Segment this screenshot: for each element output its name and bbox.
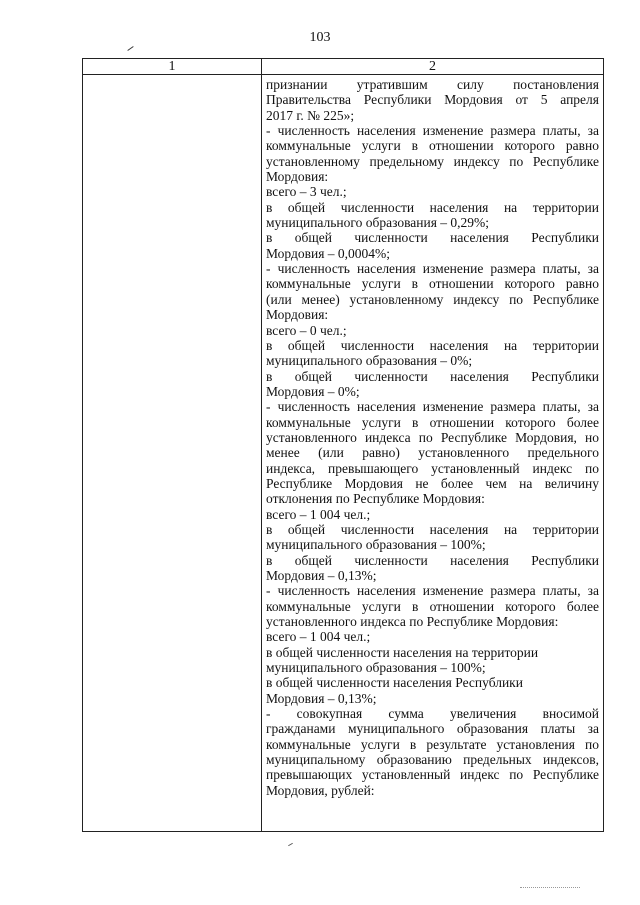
text-line: в общей численности населения Республики <box>266 675 523 691</box>
text-line: в общей численности населения на территории <box>266 199 599 215</box>
pen-mark <box>127 46 133 51</box>
text-line: Республике Мордовия не более чем на величину <box>266 475 599 491</box>
text-line: отклонения по Республике Мордовия: <box>266 491 485 507</box>
text-line: индекса, превышающего установленный индекс по <box>266 460 599 476</box>
text-line: признании утратившим силу постановления <box>266 77 599 92</box>
text-line: менее (или равно) установленного предельного <box>266 445 599 461</box>
text-line: - совокупная сумма увеличения вносимой <box>266 706 599 722</box>
text-line: (или менее) установленному индексу по Республике <box>266 291 599 307</box>
text-line: в общей численности населения на территории <box>266 521 599 537</box>
text-line: Правительства Республики Мордовия от 5 апреля <box>266 92 599 108</box>
text-line: Мордовия – 0,13%; <box>266 690 377 706</box>
text-line: - численность населения изменение размера платы, за <box>266 583 599 599</box>
text-line: - численность населения изменение размера платы, за <box>266 123 599 139</box>
text-line: всего – 3 чел.; <box>266 184 347 200</box>
text-line: всего – 1 004 чел.; <box>266 506 371 522</box>
cell-text <box>262 75 603 798</box>
text-line: коммунальные услуги в результате установления по <box>266 736 599 752</box>
table-body-row <box>83 75 604 832</box>
text-line: 2017 г. № 225»; <box>266 107 355 123</box>
page-number: 103 <box>309 30 331 45</box>
text-line: Мордовия – 0%; <box>266 383 360 399</box>
text-line: установленного индекса по Республике Мордовия: <box>266 614 559 630</box>
column-2-header: 2 <box>262 59 604 75</box>
text-line: муниципального образования – 0%; <box>266 353 473 369</box>
column-1-header: 1 <box>83 59 262 75</box>
text-line: превышающих установленный индекс по Республике <box>266 767 599 783</box>
text-line: Мордовия: <box>266 169 329 185</box>
text-line: коммунальные услуги в отношении которого более <box>266 414 599 430</box>
column-2-cell <box>262 75 604 832</box>
text-line: коммунальные услуги в отношении которого равно <box>266 276 599 292</box>
text-line: - численность населения изменение размера платы, за <box>266 399 599 415</box>
pen-mark <box>288 843 293 846</box>
table-header-row <box>83 59 604 75</box>
text-line: - численность населения изменение размера платы, за <box>266 261 599 277</box>
text-line: Мордовия: <box>266 307 329 323</box>
scan-artifact <box>520 887 580 889</box>
text-line: коммунальные услуги в отношении которого более <box>266 598 599 614</box>
text-line: установленного индекса по Республике Мордовия, но <box>266 429 599 445</box>
text-line: Мордовия, рублей: <box>266 782 375 798</box>
text-line: в общей численности населения на территории <box>266 644 539 660</box>
text-line: коммунальные услуги в отношении которого равно <box>266 138 599 154</box>
text-line: муниципальному образованию предельных индексов, <box>266 752 599 768</box>
text-line: муниципального образования – 100%; <box>266 660 486 676</box>
text-line: муниципального образования – 0,29%; <box>266 215 490 231</box>
text-line: в общей численности населения Республики <box>266 368 599 384</box>
text-line: всего – 1 004 чел.; <box>266 629 371 645</box>
text-line: в общей численности населения на территории <box>266 337 599 353</box>
text-line: установленному предельному индексу по Республике <box>266 153 599 169</box>
text-line: в общей численности населения Республики <box>266 552 599 568</box>
text-line: Мордовия – 0,13%; <box>266 568 377 583</box>
text-line: Мордовия – 0,0004%; <box>266 245 391 261</box>
text-line: всего – 0 чел.; <box>266 322 347 338</box>
text-line: в общей численности населения Республики <box>266 230 599 246</box>
column-1-cell <box>83 75 262 832</box>
text-line: муниципального образования – 100%; <box>266 537 486 553</box>
document-table <box>82 58 604 832</box>
text-line: гражданами муниципального образования платы за <box>266 721 599 737</box>
